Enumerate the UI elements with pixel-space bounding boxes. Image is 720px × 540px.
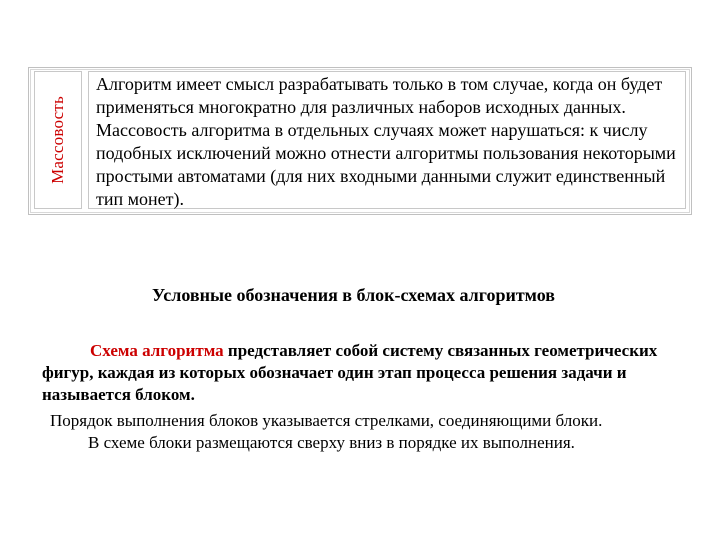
side-label-cell bbox=[34, 71, 82, 209]
side-label: Массовость bbox=[48, 96, 68, 184]
section-heading: Условные обозначения в блок-схемах алгоритмов bbox=[152, 285, 555, 305]
paragraph-rest: представляет собой систему связанных геометрических фигур, каждая из которых обозначает один этап процесса решения задачи и называется блоком. bbox=[42, 341, 658, 404]
arrows-line: Порядок выполнения блоков указывается стрелками, соединяющими блоки. bbox=[50, 411, 603, 430]
scheme-definition-paragraph bbox=[42, 340, 702, 406]
order-line: В схеме блоки размещаются сверху вниз в порядке их выполнения. bbox=[88, 433, 575, 452]
highlight-term: Схема алгоритма bbox=[90, 341, 224, 360]
definition-text: Алгоритм имеет смысл разрабатывать только в том случае, когда он будет применяться многократно для различных наборов исходных данных. Массовость алгоритма в отдельных случаях может нарушаться: к числу подобных исключений можно отнести алгоритмы пользования некоторыми простыми автоматами (для них входными данными служит единственный тип монет). bbox=[96, 74, 676, 209]
